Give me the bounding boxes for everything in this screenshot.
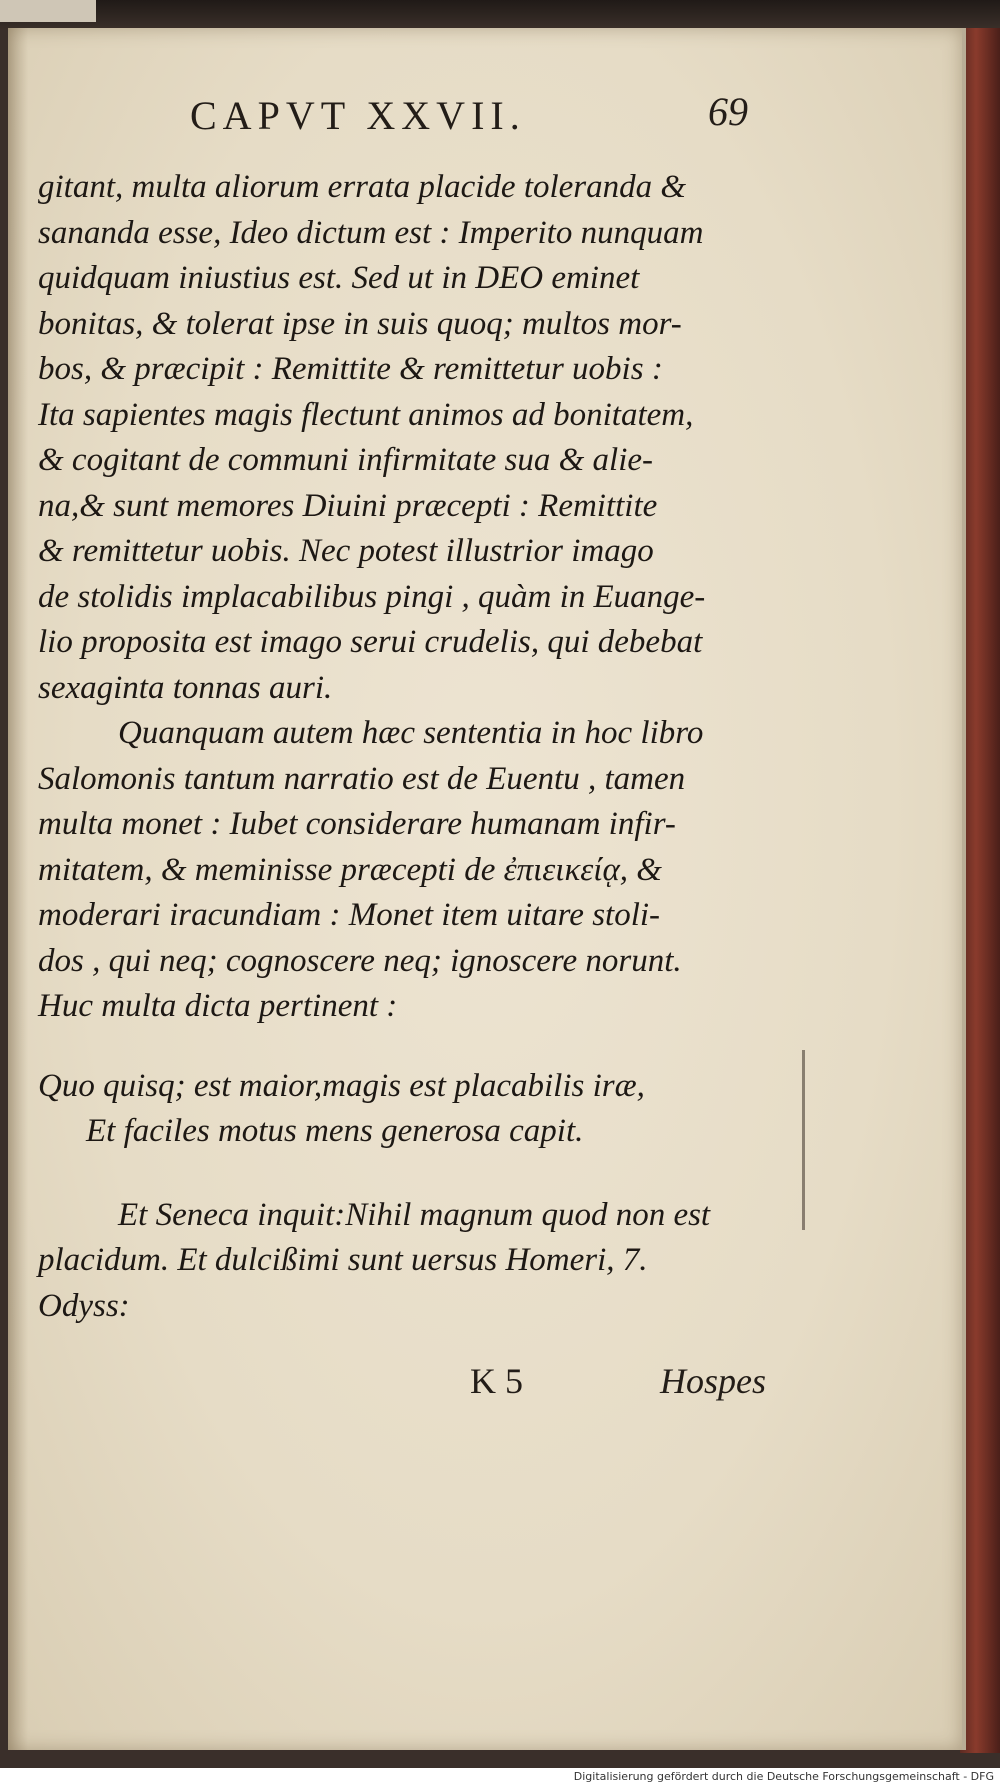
text-line: de stolidis implacabilibus pingi , quàm in Euange- [38, 578, 706, 615]
book-edge [960, 28, 1000, 1753]
body-text [38, 165, 758, 1329]
paragraph-start-line: Et Seneca inquit:Nihil magnum quod non est [118, 1196, 711, 1233]
text-line: placidum. Et dulcißimi sunt uersus Homeri, 7. [38, 1242, 648, 1278]
text-line: bonitas, & tolerat ipse in suis quoq; multos mor- [38, 305, 682, 342]
text-line: na,& sunt memores Diuini præcepti : Remittite [38, 487, 658, 524]
page-number: 69 [708, 89, 748, 134]
text-line: Ita sapientes magis flectunt animos ad bonitatem, [38, 396, 694, 433]
spacer [38, 1030, 758, 1064]
text-line: & remittetur uobis. Nec potest illustrior imago [38, 533, 654, 569]
margin-line-mark [802, 1050, 805, 1230]
paragraph-start-line: Quanquam autem hæc sententia in hoc libro [118, 715, 704, 751]
digitization-credit: Digitalisierung gefördert durch die Deutsche Forschungsgemeinschaft - DFG [573, 1770, 994, 1783]
spacer [38, 1155, 758, 1193]
text-line: Odyss: [38, 1287, 130, 1324]
running-title: CAPVT XXVII. [190, 93, 526, 138]
binding-strip [0, 0, 96, 22]
verse-line: Quo quisq; est maior,magis est placabilis iræ, [38, 1067, 645, 1104]
verse-line: Et faciles motus mens generosa capit. [86, 1113, 584, 1149]
signature-mark: K 5 [470, 1361, 523, 1401]
gutter-shadow [8, 28, 28, 1750]
scan-backdrop [0, 0, 1000, 30]
text-line: dos , qui neq; cognoscere neq; ignoscere norunt. [38, 942, 682, 979]
catchword: Hospes [660, 1361, 766, 1401]
text-line: & cogitant de communi infirmitate sua & alie- [38, 442, 654, 478]
text-line: Huc multa dicta pertinent : [38, 988, 398, 1024]
text-line: sexaginta tonnas auri. [38, 669, 333, 706]
text-line: moderari iracundiam : Monet item uitare stoli- [38, 897, 661, 933]
text-line: gitant, multa aliorum errata placide toleranda & [38, 169, 687, 205]
text-line: mitatem, & meminisse præcepti de ἐπιεικείᾳ, & [38, 851, 662, 888]
text-line: Salomonis tantum narratio est de Euentu , tamen [38, 760, 686, 797]
text-line: quidquam iniustius est. Sed ut in DEO eminet [38, 260, 640, 296]
text-line: bos, & præcipit : Remittite & remittetur uobis : [38, 351, 663, 387]
text-line: multa monet : Iubet considerare humanam infir- [38, 806, 676, 842]
text-line: lio proposita est imago serui crudelis, qui debebat [38, 624, 703, 660]
text-line: sananda esse, Ideo dictum est : Imperito nunquam [38, 214, 704, 251]
